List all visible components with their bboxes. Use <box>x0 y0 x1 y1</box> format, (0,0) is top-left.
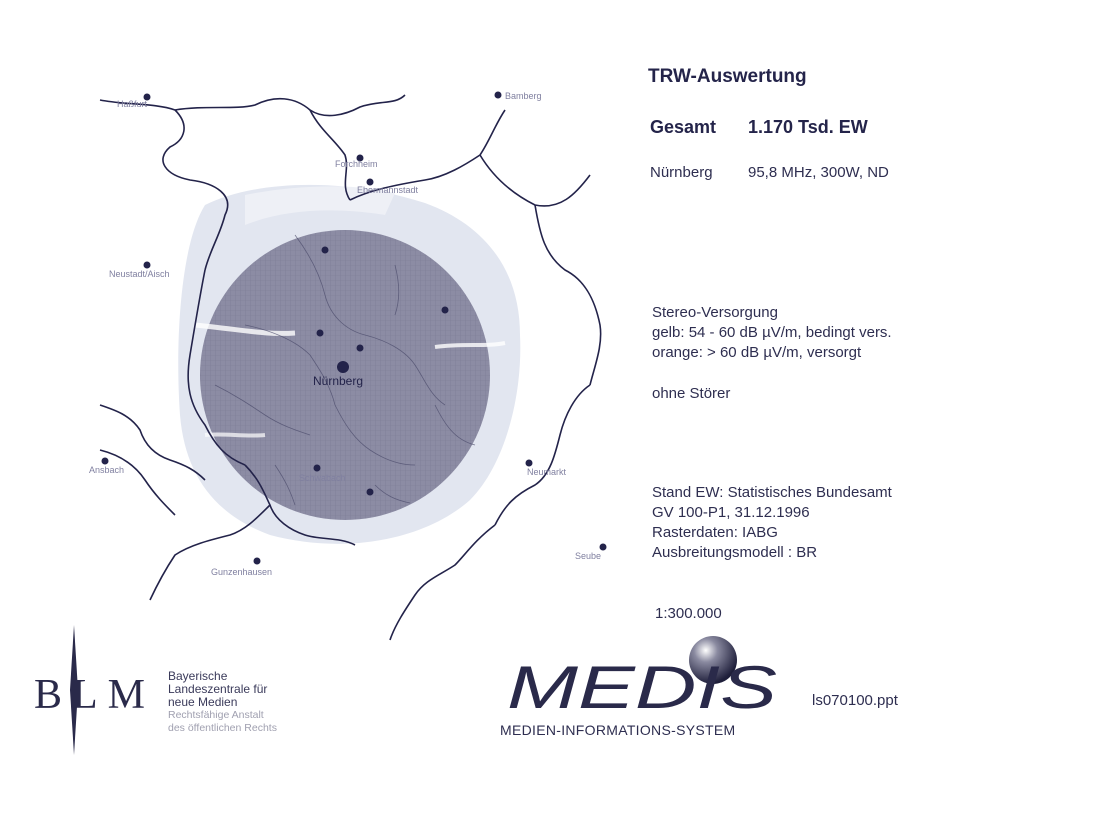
blm-line-5: des öffentlichen Rechts <box>168 722 277 734</box>
stereo-orange: orange: > 60 dB µV/m, versorgt <box>652 344 862 361</box>
blm-text <box>168 670 277 735</box>
svg-text:Neustadt/Aisch: Neustadt/Aisch <box>109 269 170 279</box>
svg-text:Neumarkt: Neumarkt <box>527 467 567 477</box>
blm-logo-text: BLM <box>34 672 156 718</box>
total-label: Gesamt <box>650 117 717 137</box>
blm-line-3: neue Medien <box>168 695 238 709</box>
medis-subtitle: MEDIEN-INFORMATIONS-SYSTEM <box>500 722 736 738</box>
coverage-map <box>89 85 615 645</box>
file-name: ls070100.ppt <box>812 692 898 709</box>
stereo-legend <box>652 303 892 363</box>
center-city-label: Nürnberg <box>313 374 364 388</box>
station-name: Nürnberg <box>650 164 713 181</box>
source-line-1: Stand EW: Statistisches Bundesamt <box>652 484 892 501</box>
svg-text:Seube: Seube <box>575 551 602 561</box>
blm-line-2: Landeszentrale für <box>168 682 268 696</box>
station-frequency: 95,8 MHz, 300W, ND <box>748 164 889 181</box>
svg-text:Gunzenhausen: Gunzenhausen <box>211 567 273 577</box>
medis-logo-text: MEDIS <box>507 654 777 721</box>
svg-text:Ansbach: Ansbach <box>89 465 125 475</box>
source-line-3: Rasterdaten: IABG <box>652 524 778 541</box>
source-info <box>652 483 892 563</box>
medis-logo <box>505 632 785 722</box>
svg-text:Bamberg: Bamberg <box>505 91 542 101</box>
svg-text:Haßfurt: Haßfurt <box>117 99 148 109</box>
blm-line-4: Rechtsfähige Anstalt <box>168 709 264 721</box>
map-scale: 1:300.000 <box>655 605 722 622</box>
interference-note: ohne Störer <box>652 385 731 402</box>
page-title: TRW-Auswertung <box>648 66 807 87</box>
blm-logo <box>30 620 160 760</box>
source-line-2: GV 100-P1, 31.12.1996 <box>652 504 810 521</box>
total-value: 1.170 Tsd. EW <box>748 117 868 137</box>
svg-text:Schwabach: Schwabach <box>299 473 346 483</box>
stereo-yellow: gelb: 54 - 60 dB µV/m, bedingt vers. <box>652 324 892 341</box>
stereo-heading: Stereo-Versorgung <box>652 304 778 321</box>
svg-text:Forchheim: Forchheim <box>335 159 378 169</box>
svg-text:Ebermannstadt: Ebermannstadt <box>357 185 419 195</box>
source-line-4: Ausbreitungsmodell : BR <box>652 544 818 561</box>
blm-line-1: Bayerische <box>168 669 228 683</box>
